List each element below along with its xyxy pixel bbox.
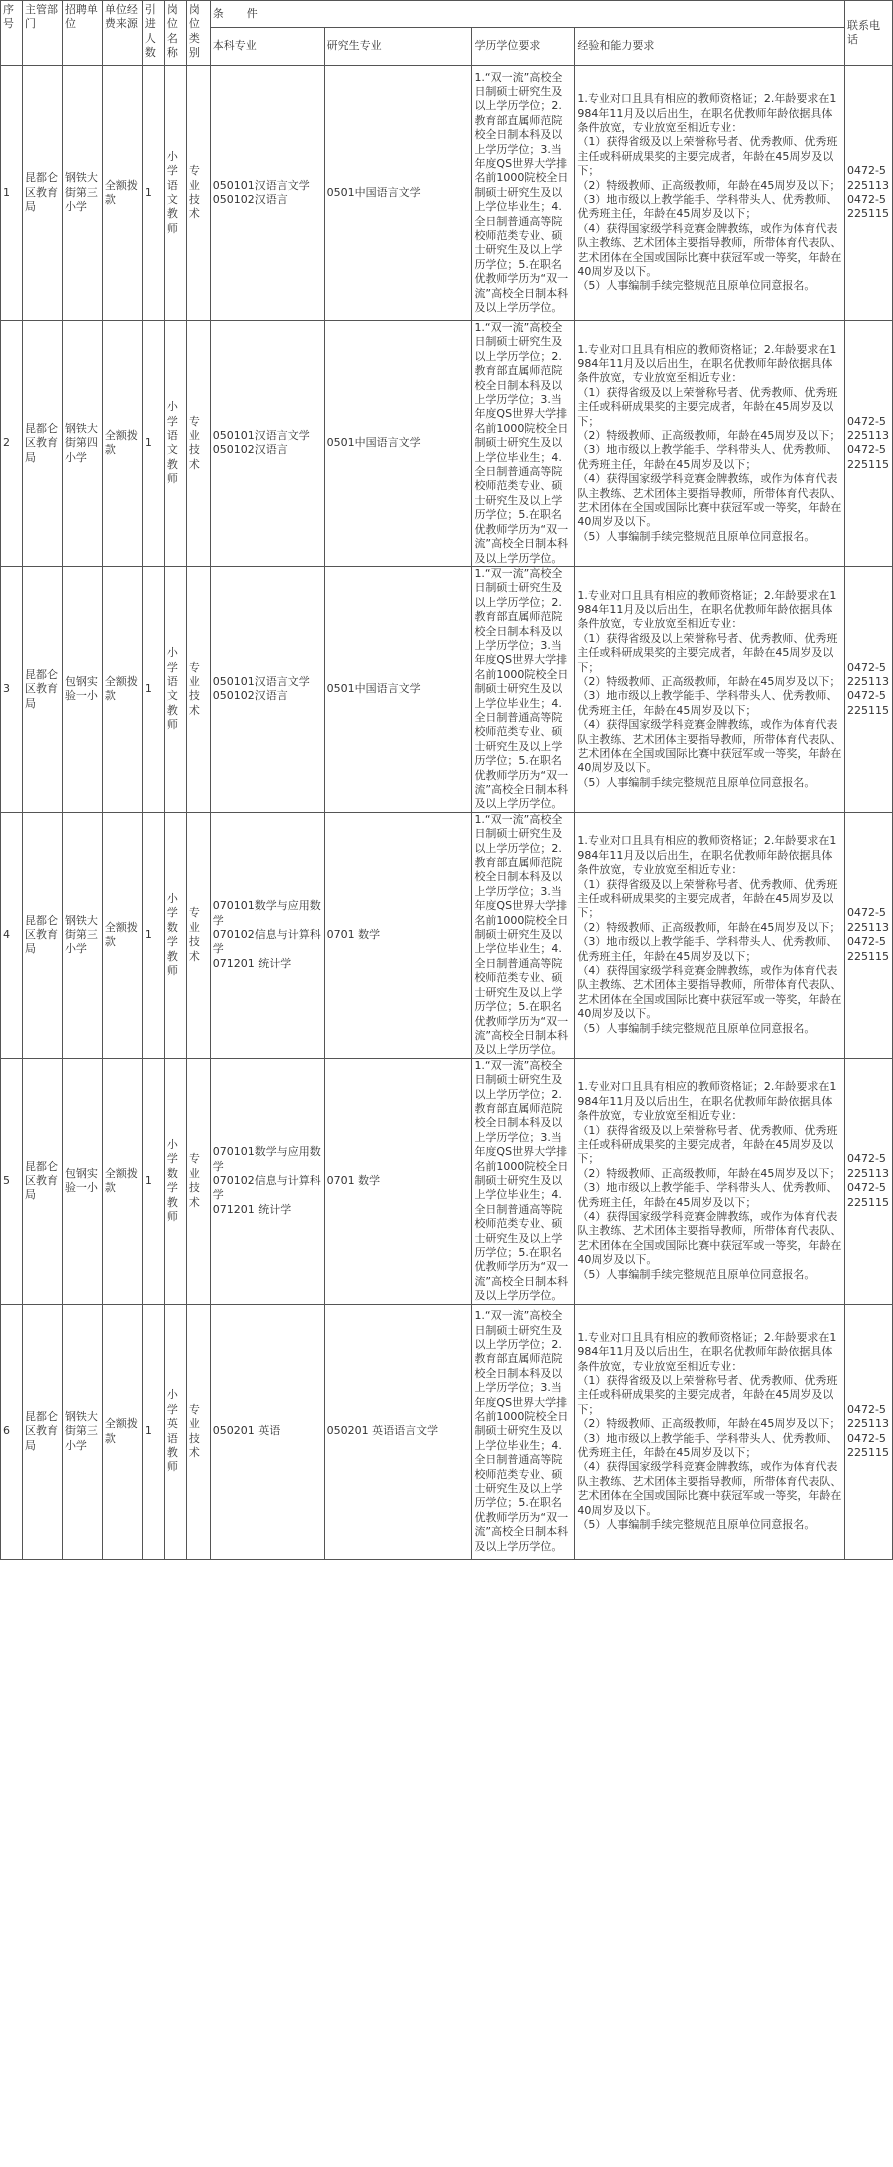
experience-line: 1.专业对口且具有相应的教师资格证；2.年龄要求在1984年11月及以后出生，在职名优教师年龄依据具体条件放宽，专业放宽至相近专业： (577, 1330, 837, 1373)
cell-grad: 0501中国语言文学 (324, 321, 472, 567)
experience-line: 1.专业对口且具有相应的教师资格证；2.年龄要求在1984年11月及以后出生，在职名优教师年龄依据具体条件放宽，专业放宽至相近专业： (577, 342, 837, 385)
cell-dept: 昆都仑区教育局 (22, 66, 62, 321)
cell-degree: 1.“双一流”高校全日制硕士研究生及以上学历学位；2.教育部直属师范院校全日制本科及以上学历学位；3.当年度QS世界大学排名前1000院校全日制硕士研究生及以上学位毕业生；4.全日制普通高等院校师范类专业、硕士研究生及以上学历学位；5.在职名优教师学历为“双一流”高校全日制本科及以上学历学位。 (472, 1304, 575, 1559)
header-phone: 联系电话 (844, 1, 892, 66)
cell-fund: 全额拨款 (102, 1058, 142, 1304)
experience-line: （2）特级教师、正高级教师，年龄在45周岁及以下； (577, 920, 841, 934)
cell-count: 1 (142, 1304, 164, 1559)
table-row (1, 566, 893, 812)
cell-degree: 1.“双一流”高校全日制硕士研究生及以上学历学位；2.教育部直属师范院校全日制本科及以上学历学位；3.当年度QS世界大学排名前1000院校全日制硕士研究生及以上学位毕业生；4.全日制普通高等院校师范类专业、硕士研究生及以上学历学位；5.在职名优教师学历为“双一流”高校全日制本科及以上学历学位。 (472, 321, 575, 567)
cell-post-type: 专业技术 (186, 1304, 210, 1559)
experience-line: （5）人事编制手续完整规范且原单位同意报名。 (577, 1518, 816, 1532)
experience-line: （4）获得国家级学科竞赛金牌教练，或作为体育代表队主教练、艺术团体主要指导教师，所带体育代表队、艺术团体在全国或国际比赛中获冠军或一等奖，年龄在40周岁及以下。 (577, 964, 842, 1021)
cell-experience (575, 1058, 845, 1304)
experience-line: （4）获得国家级学科竞赛金牌教练，或作为体育代表队主教练、艺术团体主要指导教师，所带体育代表队、艺术团体在全国或国际比赛中获冠军或一等奖，年龄在40周岁及以下。 (577, 1209, 842, 1267)
cell-post-name: 小学语文教师 (164, 321, 186, 567)
experience-line: （5）人事编制手续完整规范且原单位同意报名。 (577, 775, 816, 789)
cell-post-type: 专业技术 (186, 321, 210, 567)
cell-post-name: 小学数学教师 (164, 1058, 186, 1304)
experience-line: （1）获得省级及以上荣誉称号者、优秀教师、优秀班主任或科研成果奖的主要完成者，年龄在45周岁及以下； (577, 1123, 838, 1166)
header-experience: 经验和能力要求 (575, 28, 845, 66)
cell-count: 1 (142, 812, 164, 1058)
cell-count: 1 (142, 566, 164, 812)
experience-line: 1.专业对口且具有相应的教师资格证；2.年龄要求在1984年11月及以后出生，在职名优教师年龄依据具体条件放宽，专业放宽至相近专业： (577, 588, 837, 631)
cell-undergrad: 050101汉语言文学 050102汉语言 (210, 66, 324, 321)
experience-line: （3）地市级以上教学能手、学科带头人、优秀教师、优秀班主任，年龄在45周岁及以下； (577, 689, 838, 717)
cell-undergrad: 070101数学与应用数学 070102信息与计算科学 071201 统计学 (210, 812, 324, 1058)
experience-line: （2）特级教师、正高级教师，年龄在45周岁及以下； (577, 429, 841, 443)
cell-post-type: 专业技术 (186, 812, 210, 1058)
experience-line: （3）地市级以上教学能手、学科带头人、优秀教师、优秀班主任，年龄在45周岁及以下； (577, 935, 838, 963)
table-row (1, 1304, 893, 1559)
cell-post-name: 小学语文教师 (164, 66, 186, 321)
cell-unit: 包钢实验一小 (62, 566, 102, 812)
experience-line: （4）获得国家级学科竞赛金牌教练，或作为体育代表队主教练、艺术团体主要指导教师，所带体育代表队、艺术团体在全国或国际比赛中获冠军或一等奖，年龄在40周岁及以下。 (577, 718, 842, 775)
cell-phone: 0472-5225113 0472-5225115 (844, 566, 892, 812)
cell-undergrad: 050101汉语言文学 050102汉语言 (210, 321, 324, 567)
experience-line: （1）获得省级及以上荣誉称号者、优秀教师、优秀班主任或科研成果奖的主要完成者，年龄在45周岁及以下； (577, 1374, 838, 1416)
cell-seq: 6 (1, 1304, 23, 1559)
cell-post-type: 专业技术 (186, 1058, 210, 1304)
cell-degree: 1.“双一流”高校全日制硕士研究生及以上学历学位；2.教育部直属师范院校全日制本科及以上学历学位；3.当年度QS世界大学排名前1000院校全日制硕士研究生及以上学位毕业生；4.全日制普通高等院校师范类专业、硕士研究生及以上学历学位；5.在职名优教师学历为“双一流”高校全日制本科及以上学历学位。 (472, 566, 575, 812)
cell-seq: 5 (1, 1058, 23, 1304)
cell-degree: 1.“双一流”高校全日制硕士研究生及以上学历学位；2.教育部直属师范院校全日制本科及以上学历学位；3.当年度QS世界大学排名前1000院校全日制硕士研究生及以上学位毕业生；4.全日制普通高等院校师范类专业、硕士研究生及以上学历学位；5.在职名优教师学历为“双一流”高校全日制本科及以上学历学位。 (472, 66, 575, 321)
header-degree: 学历学位要求 (472, 28, 575, 66)
cell-unit: 钢铁大街第三小学 (62, 812, 102, 1058)
cell-dept: 昆都仑区教育局 (22, 1058, 62, 1304)
experience-line: 1.专业对口且具有相应的教师资格证；2.年龄要求在1984年11月及以后出生，在职名优教师年龄依据具体条件放宽，专业放宽至相近专业： (577, 834, 837, 877)
cell-grad: 0501中国语言文学 (324, 66, 472, 321)
cell-phone: 0472-5225113 0472-5225115 (844, 66, 892, 321)
cell-seq: 2 (1, 321, 23, 567)
cell-grad: 0701 数学 (324, 812, 472, 1058)
header-post-name: 岗位名称 (164, 1, 186, 66)
cell-dept: 昆都仑区教育局 (22, 321, 62, 567)
cell-phone: 0472-5225113 0472-5225115 (844, 1058, 892, 1304)
table-row (1, 321, 893, 567)
experience-line: 1.专业对口且具有相应的教师资格证；2.年龄要求在1984年11月及以后出生，在职名优教师年龄依据具体条件放宽，专业放宽至相近专业： (577, 1080, 837, 1123)
cell-dept: 昆都仑区教育局 (22, 1304, 62, 1559)
cell-unit: 钢铁大街第四小学 (62, 321, 102, 567)
cell-count: 1 (142, 321, 164, 567)
cell-count: 1 (142, 1058, 164, 1304)
cell-fund: 全额拨款 (102, 321, 142, 567)
experience-line: （1）获得省级及以上荣誉称号者、优秀教师、优秀班主任或科研成果奖的主要完成者，年龄在45周岁及以下； (577, 877, 838, 920)
header-undergrad: 本科专业 (210, 28, 324, 66)
cell-count: 1 (142, 66, 164, 321)
experience-line: （2）特级教师、正高级教师，年龄在45周岁及以下； (577, 1417, 841, 1431)
header-dept: 主管部门 (22, 1, 62, 66)
experience-line: （5）人事编制手续完整规范且原单位同意报名。 (577, 529, 816, 543)
experience-line: （5）人事编制手续完整规范且原单位同意报名。 (577, 1267, 816, 1281)
header-unit: 招聘单位 (62, 1, 102, 66)
table-row (1, 1058, 893, 1304)
cell-experience (575, 1304, 845, 1559)
experience-line: （3）地市级以上教学能手、学科带头人、优秀教师、优秀班主任，年龄在45周岁及以下； (577, 193, 838, 221)
cell-experience (575, 66, 845, 321)
cell-unit: 钢铁大街第三小学 (62, 1304, 102, 1559)
experience-line: （4）获得国家级学科竞赛金牌教练，或作为体育代表队主教练、艺术团体主要指导教师，所带体育代表队、艺术团体在全国或国际比赛中获冠军或一等奖，年龄在40周岁及以下。 (577, 472, 842, 529)
cell-degree: 1.“双一流”高校全日制硕士研究生及以上学历学位；2.教育部直属师范院校全日制本科及以上学历学位；3.当年度QS世界大学排名前1000院校全日制硕士研究生及以上学位毕业生；4.全日制普通高等院校师范类专业、硕士研究生及以上学历学位；5.在职名优教师学历为“双一流”高校全日制本科及以上学历学位。 (472, 1058, 575, 1304)
experience-line: （4）获得国家级学科竞赛金牌教练，或作为体育代表队主教练、艺术团体主要指导教师，所带体育代表队、艺术团体在全国或国际比赛中获冠军或一等奖，年龄在40周岁及以下。 (577, 1460, 842, 1517)
cell-post-type: 专业技术 (186, 66, 210, 321)
header-post-type: 岗位类别 (186, 1, 210, 66)
table-row (1, 66, 893, 321)
cell-phone: 0472-5225113 0472-5225115 (844, 321, 892, 567)
cell-grad: 050201 英语语言文学 (324, 1304, 472, 1559)
cell-experience (575, 321, 845, 567)
experience-line: （2）特级教师、正高级教师，年龄在45周岁及以下； (577, 178, 841, 192)
header-grad: 研究生专业 (324, 28, 472, 66)
cell-unit: 包钢实验一小 (62, 1058, 102, 1304)
cell-grad: 0701 数学 (324, 1058, 472, 1304)
cell-post-name: 小学数学教师 (164, 812, 186, 1058)
cell-phone: 0472-5225113 0472-5225115 (844, 812, 892, 1058)
experience-line: （1）获得省级及以上荣誉称号者、优秀教师、优秀班主任或科研成果奖的主要完成者，年龄在45周岁及以下； (577, 135, 838, 178)
experience-line: （1）获得省级及以上荣誉称号者、优秀教师、优秀班主任或科研成果奖的主要完成者，年龄在45周岁及以下； (577, 631, 838, 674)
cell-undergrad: 050101汉语言文学 050102汉语言 (210, 566, 324, 812)
cell-experience (575, 812, 845, 1058)
cell-post-name: 小学语文教师 (164, 566, 186, 812)
cell-grad: 0501中国语言文学 (324, 566, 472, 812)
cell-fund: 全额拨款 (102, 566, 142, 812)
cell-fund: 全额拨款 (102, 812, 142, 1058)
cell-seq: 3 (1, 566, 23, 812)
cell-undergrad: 050201 英语 (210, 1304, 324, 1559)
experience-line: （1）获得省级及以上荣誉称号者、优秀教师、优秀班主任或科研成果奖的主要完成者，年龄在45周岁及以下； (577, 385, 838, 428)
header-seq: 序号 (1, 1, 23, 66)
cell-post-name: 小学英语教师 (164, 1304, 186, 1559)
cell-dept: 昆都仑区教育局 (22, 812, 62, 1058)
experience-line: 1.专业对口且具有相应的教师资格证；2.年龄要求在1984年11月及以后出生，在职名优教师年龄依据具体条件放宽，专业放宽至相近专业： (577, 92, 837, 134)
cell-fund: 全额拨款 (102, 66, 142, 321)
header-fund: 单位经费来源 (102, 1, 142, 66)
experience-line: （3）地市级以上教学能手、学科带头人、优秀教师、优秀班主任，年龄在45周岁及以下； (577, 1181, 838, 1209)
experience-line: （5）人事编制手续完整规范且原单位同意报名。 (577, 279, 816, 293)
cell-unit: 钢铁大街第三小学 (62, 66, 102, 321)
experience-line: （4）获得国家级学科竞赛金牌教练，或作为体育代表队主教练、艺术团体主要指导教师，所带体育代表队、艺术团体在全国或国际比赛中获冠军或一等奖，年龄在40周岁及以下。 (577, 221, 842, 279)
experience-line: （2）特级教师、正高级教师，年龄在45周岁及以下； (577, 674, 841, 688)
cell-dept: 昆都仑区教育局 (22, 566, 62, 812)
table-row (1, 812, 893, 1058)
cell-phone: 0472-5225113 0472-5225115 (844, 1304, 892, 1559)
header-count: 引进人数 (142, 1, 164, 66)
cell-degree: 1.“双一流”高校全日制硕士研究生及以上学历学位；2.教育部直属师范院校全日制本科及以上学历学位；3.当年度QS世界大学排名前1000院校全日制硕士研究生及以上学位毕业生；4.全日制普通高等院校师范类专业、硕士研究生及以上学历学位；5.在职名优教师学历为“双一流”高校全日制本科及以上学历学位。 (472, 812, 575, 1058)
header-conditions: 条 件 (210, 1, 844, 28)
cell-fund: 全额拨款 (102, 1304, 142, 1559)
cell-post-type: 专业技术 (186, 566, 210, 812)
cell-seq: 1 (1, 66, 23, 321)
experience-line: （3）地市级以上教学能手、学科带头人、优秀教师、优秀班主任，年龄在45周岁及以下； (577, 1431, 838, 1460)
header-row-1 (1, 1, 893, 28)
cell-seq: 4 (1, 812, 23, 1058)
experience-line: （2）特级教师、正高级教师，年龄在45周岁及以下； (577, 1166, 841, 1180)
experience-line: （5）人事编制手续完整规范且原单位同意报名。 (577, 1021, 816, 1035)
cell-undergrad: 070101数学与应用数学 070102信息与计算科学 071201 统计学 (210, 1058, 324, 1304)
cell-experience (575, 566, 845, 812)
experience-line: （3）地市级以上教学能手、学科带头人、优秀教师、优秀班主任，年龄在45周岁及以下； (577, 443, 838, 471)
